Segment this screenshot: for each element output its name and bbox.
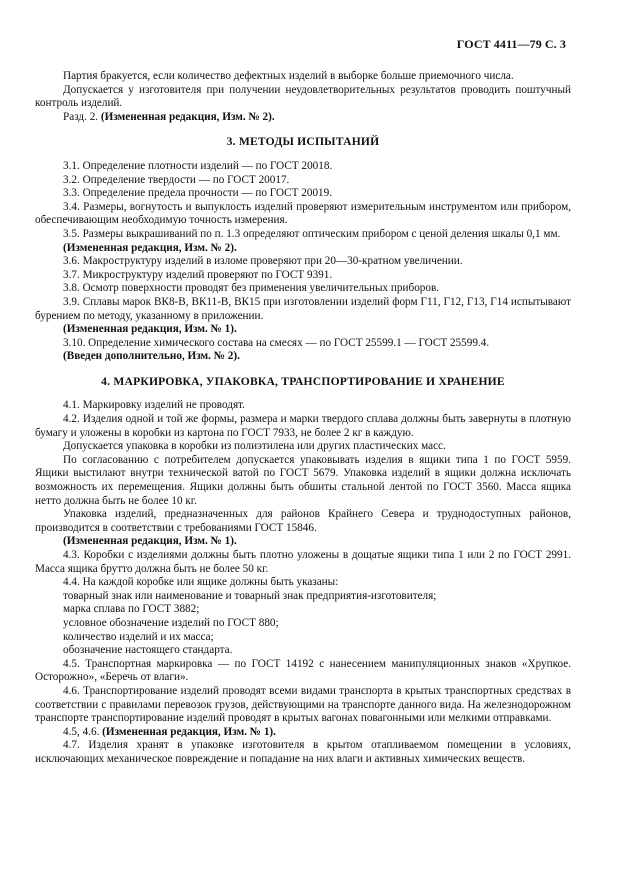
- clause-4-1: 4.1. Маркировку изделий не проводят.: [63, 399, 245, 412]
- packaging-paragraph: Допускается упаковка в коробки из полиэтилена или других пластических масс.: [63, 440, 446, 453]
- intro-paragraph: Партия бракуется, если количество дефектных изделий в выборке больше приемочного числа.: [63, 70, 514, 82]
- amendment-ref: Разд. 2.: [63, 110, 99, 123]
- page-header: ГОСТ 4411—79 С. 3: [456, 37, 566, 51]
- clause-3-1: 3.1. Определение плотности изделий — по ГОСТ 20018.: [63, 159, 333, 172]
- amendment-text: (Измененная редакция, Изм. № 1).: [102, 725, 276, 738]
- amendment-note: (Измененная редакция, Изм. № 1).: [63, 323, 237, 336]
- page-body: [35, 70, 571, 767]
- clause-3-4: 3.4. Размеры, вогнутость и выпуклость изделий проверяют измерительным инструментом или прибором, обеспечивающим необходимую точность измерения.: [35, 200, 571, 227]
- clause-4-4: 4.4. На каждой коробке или ящике должны быть указаны:: [63, 576, 339, 589]
- clause-3-5: 3.5. Размеры выкрашиваний по п. 1.3 определяют оптическим прибором с ценой деления шкалы 0,1 мм.: [63, 227, 561, 240]
- marking-list-item: товарный знак или наименование и товарный знак предприятия-изготовителя;: [63, 589, 437, 602]
- section-4-title: 4. МАРКИРОВКА, УПАКОВКА, ТРАНСПОРТИРОВАНИЕ И ХРАНЕНИЕ: [101, 374, 505, 388]
- marking-list-item: марка сплава по ГОСТ 3882;: [63, 603, 200, 616]
- clause-3-8: 3.8. Осмотр поверхности проводят без применения увеличительных приборов.: [63, 282, 440, 295]
- clause-3-3: 3.3. Определение предела прочности — по ГОСТ 20019.: [63, 187, 333, 200]
- clause-4-5: 4.5. Транспортная маркировка — по ГОСТ 14192 с нанесением манипуляционных знаков «Хрупкое. Осторожно», «Беречь от влаги».: [35, 657, 571, 684]
- clause-3-6: 3.6. Макроструктуру изделий в изломе проверяют при 20—30-кратном увеличении.: [63, 255, 463, 268]
- amendment-note: (Введен дополнительно, Изм. № 2).: [63, 350, 240, 363]
- marking-list-item: условное обозначение изделий по ГОСТ 880;: [63, 616, 279, 629]
- amendment-text: (Измененная редакция, Изм. № 2).: [100, 110, 275, 123]
- clause-3-10: 3.10. Определение химического состава на смесях — по ГОСТ 25599.1 — ГОСТ 25599.4.: [63, 336, 490, 349]
- packaging-paragraph: Упаковка изделий, предназначенных для районов Крайнего Севера и труднодоступных районов, производится в соответствии с требованиями ГОСТ 15846.: [35, 508, 571, 534]
- marking-list-item: количество изделий и их масса;: [63, 630, 214, 643]
- amendment-note: (Измененная редакция, Изм. № 1).: [63, 535, 237, 548]
- amendment-note: [35, 726, 571, 740]
- clause-3-7: 3.7. Микроструктуру изделий проверяют по ГОСТ 9391.: [63, 268, 333, 281]
- packaging-paragraph: По согласованию с потребителем допускается упаковывать изделия в ящики типа 1 по ГОСТ 5959. Ящики выстилают внутри технической ватой по ГОСТ 5679. Упаковка изделий в ящики должна исключать возможность их перемещения. Ящики должны быть обшиты стальной лентой по ГОСТ 3560. Масса ящика нетто должна быть не более 10 кг.: [35, 453, 571, 507]
- amendment-note: (Измененная редакция, Изм. № 2).: [63, 241, 237, 254]
- clause-4-7: 4.7. Изделия хранят в упаковке изготовителя в крытом отапливаемом помещении в условиях, исключающих механическое повреждение и попадание на них влаги и активных химических веществ.: [35, 739, 571, 765]
- clause-4-3: 4.3. Коробки с изделиями должны быть плотно уложены в дощатые ящики типа 1 или 2 по ГОСТ 2991. Масса ящика брутто должна быть не более 50 кг.: [35, 549, 571, 575]
- clause-4-2: 4.2. Изделия одной и той же формы, размера и марки твердого сплава должны быть завернуты в плотную бумагу и уложены в коробки из картона по ГОСТ 7933, не более 2 кг в каждую.: [35, 413, 571, 439]
- clause-3-9: 3.9. Сплавы марок ВК8-В, ВК11-В, ВК15 при изготовлении изделий форм Г11, Г12, Г13, Г14 испытывают бурением по методу, указанному в приложении.: [35, 295, 571, 322]
- intro-paragraph: Допускается у изготовителя при получении неудовлетворительных результатов проводить поштучный контроль изделий.: [35, 83, 571, 110]
- clause-3-2: 3.2. Определение твердости — по ГОСТ 20017.: [63, 173, 290, 186]
- marking-list-item: обозначение настоящего стандарта.: [63, 644, 233, 657]
- amendment-ref: 4.5, 4.6.: [63, 725, 100, 738]
- section-3-title: 3. МЕТОДЫ ИСПЫТАНИЙ: [226, 135, 380, 149]
- amendment-note: [35, 111, 571, 125]
- clause-4-6: 4.6. Транспортирование изделий проводят всеми видами транспорта в крытых транспортных средствах в соответствии с правилами перевозок грузов, действующими на транспорте данного вида. На железнодорожном транспорте транспортирование изделий проводят в крытых вагонах повагонными или мелкими отправками.: [35, 684, 571, 725]
